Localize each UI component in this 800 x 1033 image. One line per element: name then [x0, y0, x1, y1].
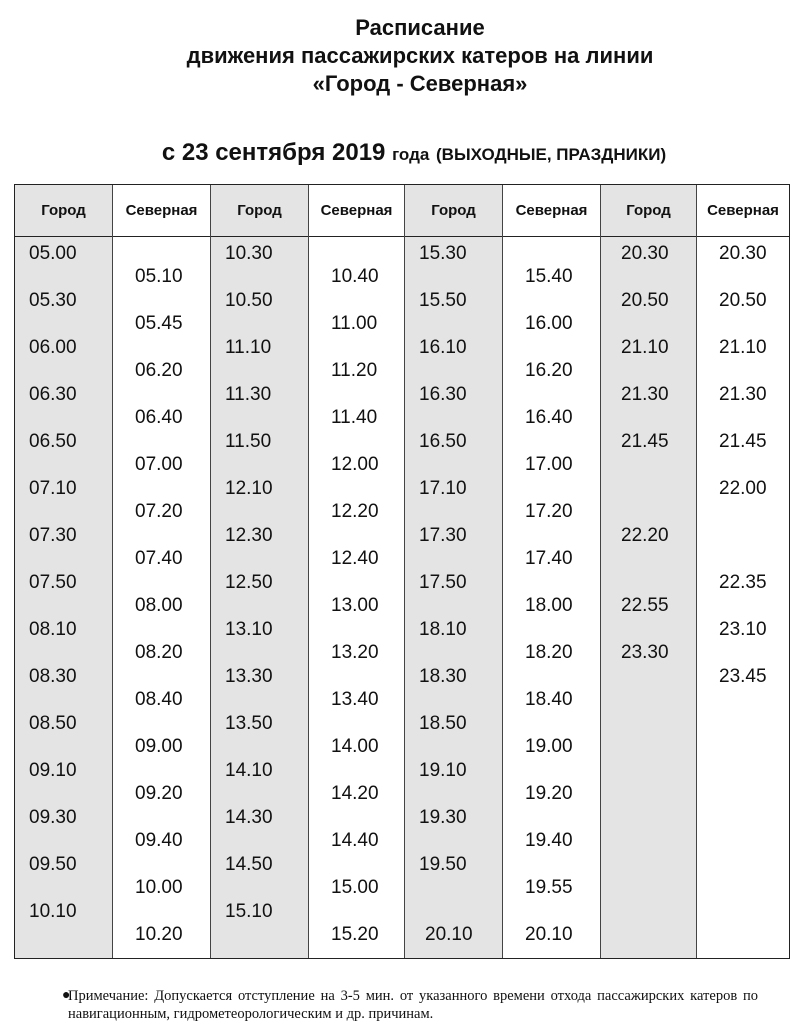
time-cell: 22.35 — [719, 572, 767, 593]
time-cell: 13.00 — [331, 595, 379, 616]
time-cell: 22.00 — [719, 478, 767, 499]
column-severnaya-3 — [503, 185, 601, 958]
time-cell: 19.50 — [419, 854, 467, 875]
column-header: Город — [15, 185, 112, 237]
time-cell: 21.10 — [621, 337, 669, 358]
time-cell: 11.00 — [331, 313, 378, 334]
time-cell: 08.30 — [29, 666, 77, 687]
time-cell: 19.00 — [525, 736, 573, 757]
period-year-word: года — [392, 145, 430, 164]
time-cell: 07.10 — [29, 478, 77, 499]
time-cell: 11.20 — [331, 360, 378, 381]
time-cell: 20.30 — [719, 243, 767, 264]
time-cell: 06.00 — [29, 337, 77, 358]
time-cell: 17.20 — [525, 501, 573, 522]
time-cell: 18.10 — [419, 619, 467, 640]
time-cell: 06.20 — [135, 360, 183, 381]
title-line-1: Расписание — [355, 15, 485, 40]
time-cell: 13.30 — [225, 666, 273, 687]
time-cell: 06.40 — [135, 407, 183, 428]
time-cell: 18.20 — [525, 642, 573, 663]
column-header: Северная — [309, 185, 404, 237]
time-cell: 12.20 — [331, 501, 379, 522]
time-cell: 09.50 — [29, 854, 77, 875]
time-cell: 18.00 — [525, 595, 573, 616]
time-cell: 05.00 — [29, 243, 77, 264]
time-cell: 17.50 — [419, 572, 467, 593]
time-cell: 15.10 — [225, 901, 273, 922]
time-cell: 09.20 — [135, 783, 183, 804]
time-cell: 10.50 — [225, 290, 273, 311]
time-cell: 13.50 — [225, 713, 273, 734]
time-cell: 15.00 — [331, 877, 379, 898]
time-cell: 20.10 — [425, 924, 473, 945]
time-cell: 16.30 — [419, 384, 467, 405]
time-cell: 16.40 — [525, 407, 573, 428]
time-cell: 12.10 — [225, 478, 273, 499]
time-cell: 19.55 — [525, 877, 573, 898]
time-cell: 14.00 — [331, 736, 379, 757]
time-cell: 07.50 — [29, 572, 77, 593]
time-cell: 22.55 — [621, 595, 669, 616]
time-cell: 15.30 — [419, 243, 467, 264]
time-cell: 08.10 — [29, 619, 77, 640]
time-cell: 06.50 — [29, 431, 77, 452]
time-cell: 07.00 — [135, 454, 183, 475]
footnote: Примечание: Допускается отступление на 3-5 мин. от указанного времени отхода пассажирских катеров по навигационным, гидрометеорологическим и др. причинам. — [68, 988, 758, 1022]
time-cell: 20.30 — [621, 243, 669, 264]
time-cell: 16.50 — [419, 431, 467, 452]
time-cell: 23.45 — [719, 666, 767, 687]
time-cell: 14.30 — [225, 807, 273, 828]
time-cell: 16.20 — [525, 360, 573, 381]
time-cell: 15.50 — [419, 290, 467, 311]
time-cell: 15.20 — [331, 924, 379, 945]
period-note: (ВЫХОДНЫЕ, ПРАЗДНИКИ) — [436, 145, 667, 164]
time-cell: 21.45 — [719, 431, 767, 452]
time-cell: 15.40 — [525, 266, 573, 287]
column-header: Северная — [503, 185, 600, 237]
time-cell: 19.10 — [419, 760, 467, 781]
column-header: Северная — [113, 185, 210, 237]
time-cell: 12.00 — [331, 454, 379, 475]
time-cell: 14.10 — [225, 760, 273, 781]
column-gorod-4 — [601, 185, 697, 958]
time-cell: 19.40 — [525, 830, 573, 851]
time-cell: 14.40 — [331, 830, 379, 851]
time-cell: 13.20 — [331, 642, 379, 663]
column-header: Город — [211, 185, 308, 237]
time-cell: 11.40 — [331, 407, 378, 428]
time-cell: 08.40 — [135, 689, 183, 710]
time-cell: 19.30 — [419, 807, 467, 828]
time-cell: 18.30 — [419, 666, 467, 687]
time-cell: 05.45 — [135, 313, 183, 334]
column-gorod-3 — [405, 185, 503, 958]
time-cell: 21.30 — [719, 384, 767, 405]
time-cell: 06.30 — [29, 384, 77, 405]
time-cell: 11.10 — [225, 337, 272, 358]
time-cell: 19.20 — [525, 783, 573, 804]
column-gorod-2 — [211, 185, 309, 958]
time-cell: 08.50 — [29, 713, 77, 734]
time-cell: 11.50 — [225, 431, 272, 452]
time-cell: 14.50 — [225, 854, 273, 875]
time-cell: 13.40 — [331, 689, 379, 710]
time-cell: 10.20 — [135, 924, 183, 945]
time-cell: 16.00 — [525, 313, 573, 334]
time-cell: 17.00 — [525, 454, 573, 475]
time-cell: 12.30 — [225, 525, 273, 546]
time-cell: 20.10 — [525, 924, 573, 945]
column-header: Северная — [697, 185, 789, 237]
time-cell: 09.30 — [29, 807, 77, 828]
time-cell: 10.30 — [225, 243, 273, 264]
time-cell: 13.10 — [225, 619, 273, 640]
time-cell: 12.50 — [225, 572, 273, 593]
time-cell: 11.30 — [225, 384, 272, 405]
time-cell: 16.10 — [419, 337, 467, 358]
column-gorod-1 — [15, 185, 113, 958]
time-cell: 07.40 — [135, 548, 183, 569]
column-severnaya-2 — [309, 185, 405, 958]
time-cell: 08.00 — [135, 595, 183, 616]
schedule-title — [0, 14, 800, 98]
time-cell: 17.40 — [525, 548, 573, 569]
time-cell: 14.20 — [331, 783, 379, 804]
column-severnaya-4 — [697, 185, 789, 958]
time-cell: 20.50 — [621, 290, 669, 311]
time-cell: 21.10 — [719, 337, 767, 358]
time-cell: 22.20 — [621, 525, 669, 546]
time-cell: 09.40 — [135, 830, 183, 851]
time-cell: 20.50 — [719, 290, 767, 311]
time-cell: 07.20 — [135, 501, 183, 522]
title-line-2: движения пассажирских катеров на линии — [186, 43, 654, 68]
time-cell: 23.10 — [719, 619, 767, 640]
time-cell: 05.30 — [29, 290, 77, 311]
time-cell: 05.10 — [135, 266, 183, 287]
bullet-marker: ● — [62, 988, 71, 1003]
time-cell: 10.00 — [135, 877, 183, 898]
time-cell: 21.30 — [621, 384, 669, 405]
time-cell: 18.40 — [525, 689, 573, 710]
column-header: Город — [405, 185, 502, 237]
column-severnaya-1 — [113, 185, 211, 958]
schedule-table — [14, 184, 790, 959]
time-cell: 09.10 — [29, 760, 77, 781]
time-cell: 17.30 — [419, 525, 467, 546]
time-cell: 17.10 — [419, 478, 467, 499]
period-date: с 23 сентября 2019 — [161, 139, 386, 166]
time-cell: 18.50 — [419, 713, 467, 734]
time-cell: 10.10 — [29, 901, 77, 922]
time-cell: 08.20 — [135, 642, 183, 663]
time-cell: 12.40 — [331, 548, 379, 569]
time-cell: 23.30 — [621, 642, 669, 663]
period-line — [0, 138, 800, 170]
column-header: Город — [601, 185, 696, 237]
time-cell: 10.40 — [331, 266, 379, 287]
time-cell: 07.30 — [29, 525, 77, 546]
time-cell: 21.45 — [621, 431, 669, 452]
time-cell: 09.00 — [135, 736, 183, 757]
title-line-3: «Город - Северная» — [312, 71, 528, 96]
